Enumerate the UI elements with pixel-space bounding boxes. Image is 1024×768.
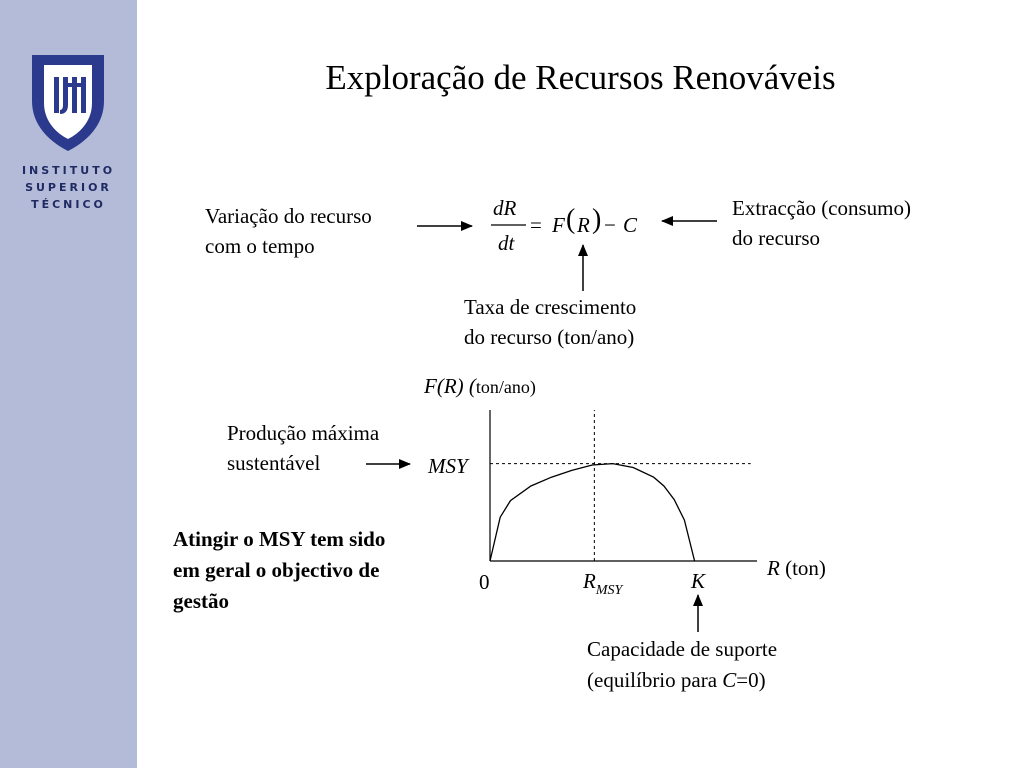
msy-label: MSY [428,454,468,478]
equation-function: F [552,213,565,237]
equation-variable: R [577,213,590,237]
goal-line-3: gestão [173,589,229,613]
msy-desc-1: Produção máxima [227,421,380,445]
rmsy-subscript: MSY [595,583,623,598]
y-axis-label: F(R) (ton/ano) [424,374,536,398]
growth-label-1: Taxa de crescimento [464,295,637,319]
rmsy-label [583,566,622,600]
msy-desc-2: sustentável [227,451,321,475]
variation-label-2: com o tempo [205,234,315,258]
y-axis-func: F(R) [424,374,464,398]
extraction-label-2: do recurso [732,226,821,250]
x-axis-unit: (ton) [785,556,826,580]
variation-label-1: Variação do recurso [205,204,372,228]
y-axis-unit: ton/ano [475,377,530,397]
capacity-label-1: Capacidade de suporte [587,637,778,661]
slide-title: Exploração de Recursos Renováveis [325,58,836,97]
extraction-label-1: Extracção (consumo) [732,196,912,220]
equation-equals: = [530,213,542,237]
goal-line-2: em geral o objectivo de [173,558,380,582]
equation-numerator: dR [493,196,517,220]
equation-paren-close: ) [592,204,602,235]
equation-minus: − [604,213,616,237]
equation-paren-open: ( [566,204,576,235]
k-label: K [691,569,706,593]
capacity-label-2: (equilíbrio para C=0) [587,668,766,692]
equation-denominator: dt [498,231,515,255]
logo-line-2: SUPERIOR [25,181,112,194]
growth-label-2: do recurso (ton/ano) [464,325,635,349]
rmsy-var: R [583,569,596,593]
logo-line-3: TÉCNICO [31,198,106,211]
x-axis-var: R [767,556,780,580]
origin-label: 0 [479,570,490,594]
x-axis-label [767,553,826,583]
goal-line-1: Atingir o MSY tem sido [173,527,386,551]
growth-curve [490,464,695,561]
equation-consumption: C [623,213,638,237]
logo-line-1: INSTITUTO [21,164,116,177]
